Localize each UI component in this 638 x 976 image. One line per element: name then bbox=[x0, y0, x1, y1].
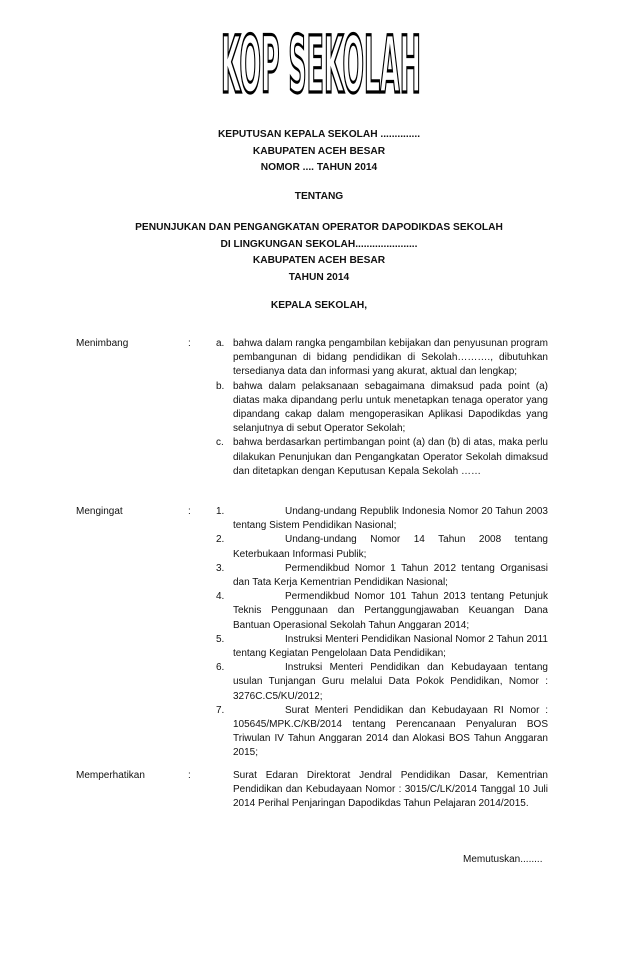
item-text: Undang-undang Nomor 14 Tahun 2008 tentang Keterbukaan Informasi Publik; bbox=[233, 534, 548, 560]
item-text: bahwa dalam pelaksanaan sebagaimana dimaksud pada point (a) diatas maka dipandang perlu untuk menetapkan tenaga operator yang dipandang cakap dalam mengoperasikan Aplikasi Dapodikdas yang selanjutnya di sebut Operator Sekolah; bbox=[233, 380, 548, 435]
section-colon: : bbox=[188, 770, 191, 781]
item-text: Instruksi Menteri Pendidikan Nasional Nomor 2 Tahun 2011 tentang Kegiatan Pengelolaan Data Pendidikan; bbox=[233, 633, 548, 660]
item-text: Permendikbud Nomor 1 Tahun 2012 tentang Organisasi dan Tata Kerja Kementrian Pendidikan Nasional; bbox=[233, 562, 548, 589]
list-item bbox=[216, 704, 548, 761]
item-text: bahwa dalam rangka pengambilan kebijakan dan penyusunan program pembangunan di bidang pendidikan di Sekolah………., dibutuhkan tersedianya data dan informasi yang akurat, aktual dan lengkap; bbox=[233, 338, 548, 378]
list-item bbox=[216, 633, 548, 661]
mengingat-list bbox=[216, 505, 548, 761]
item-text: Surat Menteri Pendidikan dan Kebudayaan RI Nomor : 105645/MPK.C/KB/2014 tentang Perencanaan Penyaluran BOS Triwulan IV Tahun Anggaran 2014 dan Alokasi BOS Tahun Anggaran 2015; bbox=[233, 704, 548, 759]
item-marker: 4. bbox=[216, 591, 225, 603]
decree-header bbox=[0, 127, 638, 177]
item-marker: 1. bbox=[216, 506, 225, 517]
subject-line-4: TAHUN 2014 bbox=[288, 271, 350, 283]
decree-number: NOMOR .... TAHUN 2014 bbox=[260, 162, 378, 173]
subject-line-1: PENUNJUKAN DAN PENGANGKATAN OPERATOR DAPODIKDAS SEKOLAH bbox=[135, 222, 503, 233]
section-label: Menimbang bbox=[76, 338, 129, 349]
section-label: Mengingat bbox=[76, 506, 123, 517]
decree-subject bbox=[0, 220, 638, 286]
item-marker: 3. bbox=[216, 562, 225, 574]
item-marker: a. bbox=[216, 338, 225, 349]
list-item bbox=[216, 337, 548, 380]
list-item bbox=[216, 380, 548, 437]
tentang-heading: TENTANG bbox=[294, 191, 344, 202]
item-marker: 7. bbox=[216, 704, 225, 716]
memperhatikan-text: Surat Edaran Direktorat Jendral Pendidikan Dasar, Kementrian Pendidikan dan Kebudayaan Nomor : 3015/C/LK/2014 Tanggal 10 Juli 2014 Perihal Penjaringan Dapodikdas Tahun Pelajaran 2014/2015. bbox=[233, 770, 548, 810]
item-text: Instruksi Menteri Pendidikan dan Kebudayaan tentang usulan Tunjangan Guru melalui Data Pokok Pendidikan, Nomor : 3276C.C5/KU/2012; bbox=[233, 662, 548, 702]
list-item bbox=[216, 436, 548, 479]
list-item bbox=[216, 562, 548, 590]
subject-line-3: KABUPATEN ACEH BESAR bbox=[252, 255, 386, 266]
subject-line-2: DI LINGKUNGAN SEKOLAH...................... bbox=[220, 238, 418, 250]
signatory-heading: KEPALA SEKOLAH, bbox=[270, 300, 368, 311]
decree-region: KABUPATEN ACEH BESAR bbox=[252, 145, 386, 157]
list-item bbox=[216, 533, 548, 561]
kop-sekolah-logo bbox=[218, 30, 424, 98]
item-marker: 6. bbox=[216, 662, 225, 674]
list-item bbox=[216, 661, 548, 704]
item-marker: 5. bbox=[216, 633, 225, 645]
item-text: bahwa berdasarkan pertimbangan point (a) dan (b) di atas, maka perlu dilakukan Penunjukan dan Pengangkatan Operator Sekolah dimaksud dan ditetapkan dengan Keputusan Kepala Sekolah …… bbox=[233, 437, 548, 477]
closing-text: Memutuskan........ bbox=[463, 854, 543, 865]
section-colon: : bbox=[188, 338, 191, 349]
item-marker: b. bbox=[216, 380, 225, 392]
item-text: Permendikbud Nomor 101 Tahun 2013 tentang Petunjuk Teknis Penggunaan dan Pertanggungjawaban Keuangan Dana Bantuan Operasional Sekolah Tahun Anggaran 2014; bbox=[233, 591, 548, 631]
kop-sekolah-text: KOP SEKOLAH bbox=[221, 30, 421, 98]
section-label: Memperhatikan bbox=[76, 770, 145, 781]
item-marker: c. bbox=[216, 437, 224, 449]
item-text: Undang-undang Republik Indonesia Nomor 20 Tahun 2003 tentang Sistem Pendidikan Nasional; bbox=[233, 506, 548, 532]
list-item bbox=[216, 590, 548, 633]
section-colon: : bbox=[188, 506, 191, 517]
decree-title: KEPUTUSAN KEPALA SEKOLAH .............. bbox=[217, 129, 421, 140]
menimbang-list bbox=[216, 337, 548, 479]
list-item bbox=[216, 505, 548, 533]
item-marker: 2. bbox=[216, 534, 225, 546]
